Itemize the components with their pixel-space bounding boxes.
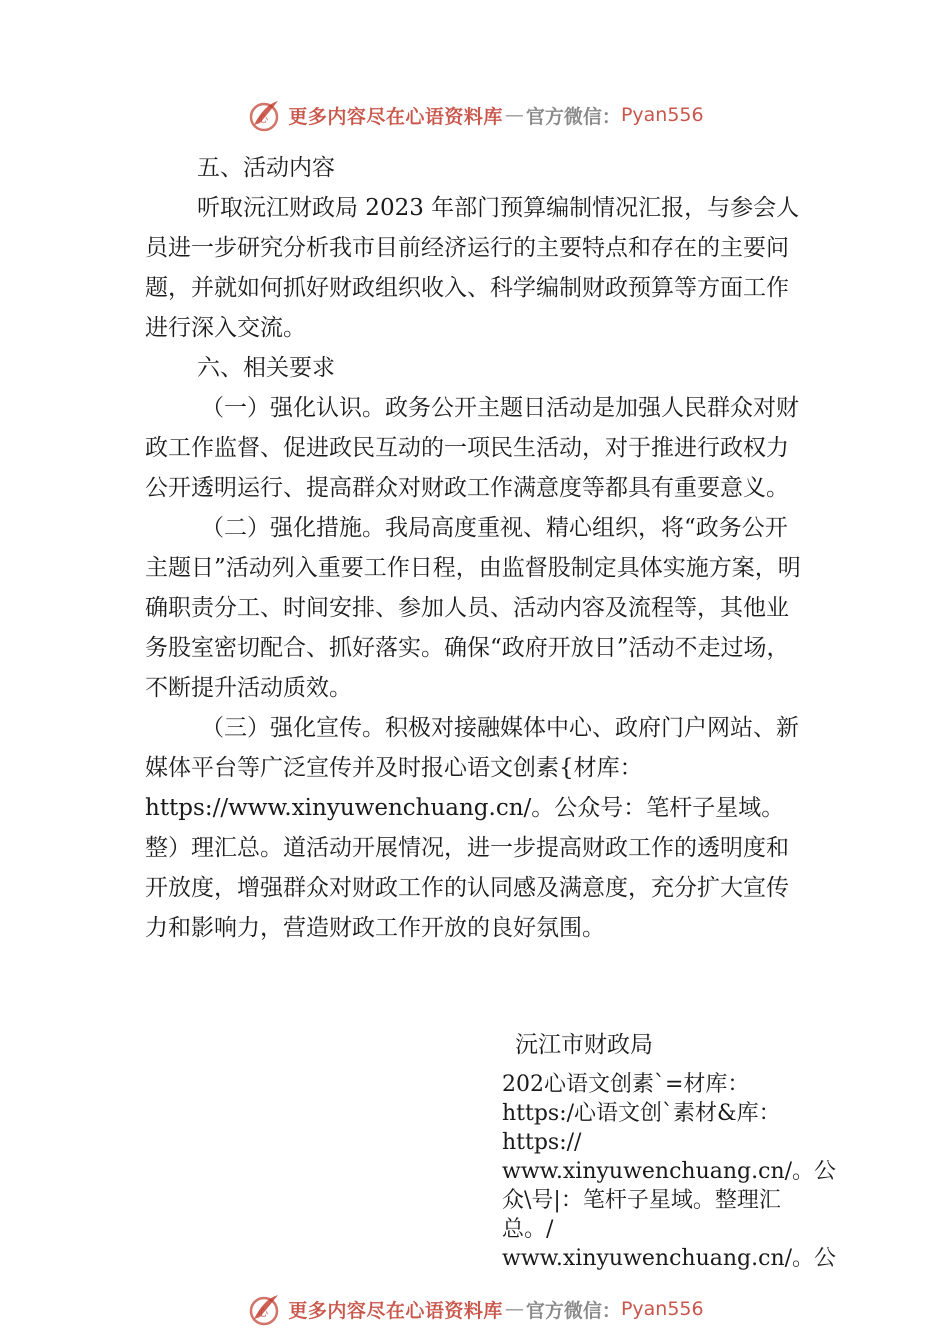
footer-line: 总。/ bbox=[502, 1217, 554, 1242]
banner-separator: — bbox=[504, 104, 524, 126]
footer-line: https:/心语文创`素材&库： bbox=[502, 1101, 781, 1126]
footer-line: www.xinyuwenchuang.cn/。公 bbox=[502, 1246, 837, 1271]
paragraph-requirement-1: （一）强化认识。政务公开主题日活动是加强人民群众对财政工作监督、促进政民互动的一项民生活动，对于推进行政权力公开透明运行、提高群众对财政工作满意度等都具有重要意义。 bbox=[145, 395, 799, 501]
banner-wechat-id: Pyan556 bbox=[620, 104, 704, 126]
footer-line: 众\号|：笔杆子星域。整理汇 bbox=[502, 1188, 781, 1213]
banner-wechat-label: 官方微信： bbox=[525, 105, 621, 128]
footer-line: 202心语文创素`=材库： bbox=[502, 1072, 750, 1097]
paragraph-requirement-3: （三）强化宣传。积极对接融媒体中心、政府门户网站、新媒体平台等广泛宣传并及时报心语文创素{材库：https://www.xinyuwenchuang.cn/。公众号：笔杆子星域。整）理汇总。道活动开展情况，进一步提高财政工作的透明度和开放度，增强群众对财政工作的认同感及满意度，充分扩大宣传力和影响力，营造财政工作开放的良好氛围。 bbox=[145, 715, 799, 941]
banner-wechat-id: Pyan556 bbox=[620, 1298, 704, 1320]
paragraph-requirement-2: （二）强化措施。我局高度重视、精心组织，将“政务公开主题日”活动列入重要工作日程，由监督股制定具体实施方案，明确职责分工、时间安排、参加人员、活动内容及流程等，其他业务股室密切配合、抓好落实。确保“政府开放日”活动不走过场，不断提升活动质效。 bbox=[145, 515, 801, 701]
svg-text:心: 心 bbox=[258, 114, 269, 125]
footer-text-block bbox=[502, 1070, 837, 1273]
banner-wechat-label: 官方微信： bbox=[525, 1299, 621, 1322]
footer-line: https:// bbox=[502, 1130, 582, 1155]
paragraph-activity-content: 听取沅江财政局 2023 年部门预算编制情况汇报，与参会人员进一步研究分析我市目前经济运行的主要特点和存在的主要问题，并就如何抓好财政组织收入、科学编制财政预算等方面工作进行深入交流。 bbox=[145, 195, 800, 341]
section-heading-5: 五、活动内容 bbox=[197, 155, 335, 181]
banner-text: 更多内容尽在心语资料库 bbox=[288, 105, 503, 128]
watermark-banner-bottom bbox=[0, 1289, 950, 1329]
quill-logo-icon bbox=[246, 1291, 282, 1327]
banner-text: 更多内容尽在心语资料库 bbox=[288, 1299, 503, 1322]
watermark-banner-top bbox=[0, 95, 950, 135]
section-heading-6: 六、相关要求 bbox=[197, 355, 335, 381]
document-body bbox=[145, 148, 810, 948]
signature-organization: 沅江市财政局 bbox=[515, 1032, 653, 1058]
footer-line: www.xinyuwenchuang.cn/。公 bbox=[502, 1159, 837, 1184]
quill-logo-icon bbox=[246, 97, 282, 133]
banner-separator: — bbox=[504, 1298, 524, 1320]
svg-text:心: 心 bbox=[258, 1308, 269, 1319]
